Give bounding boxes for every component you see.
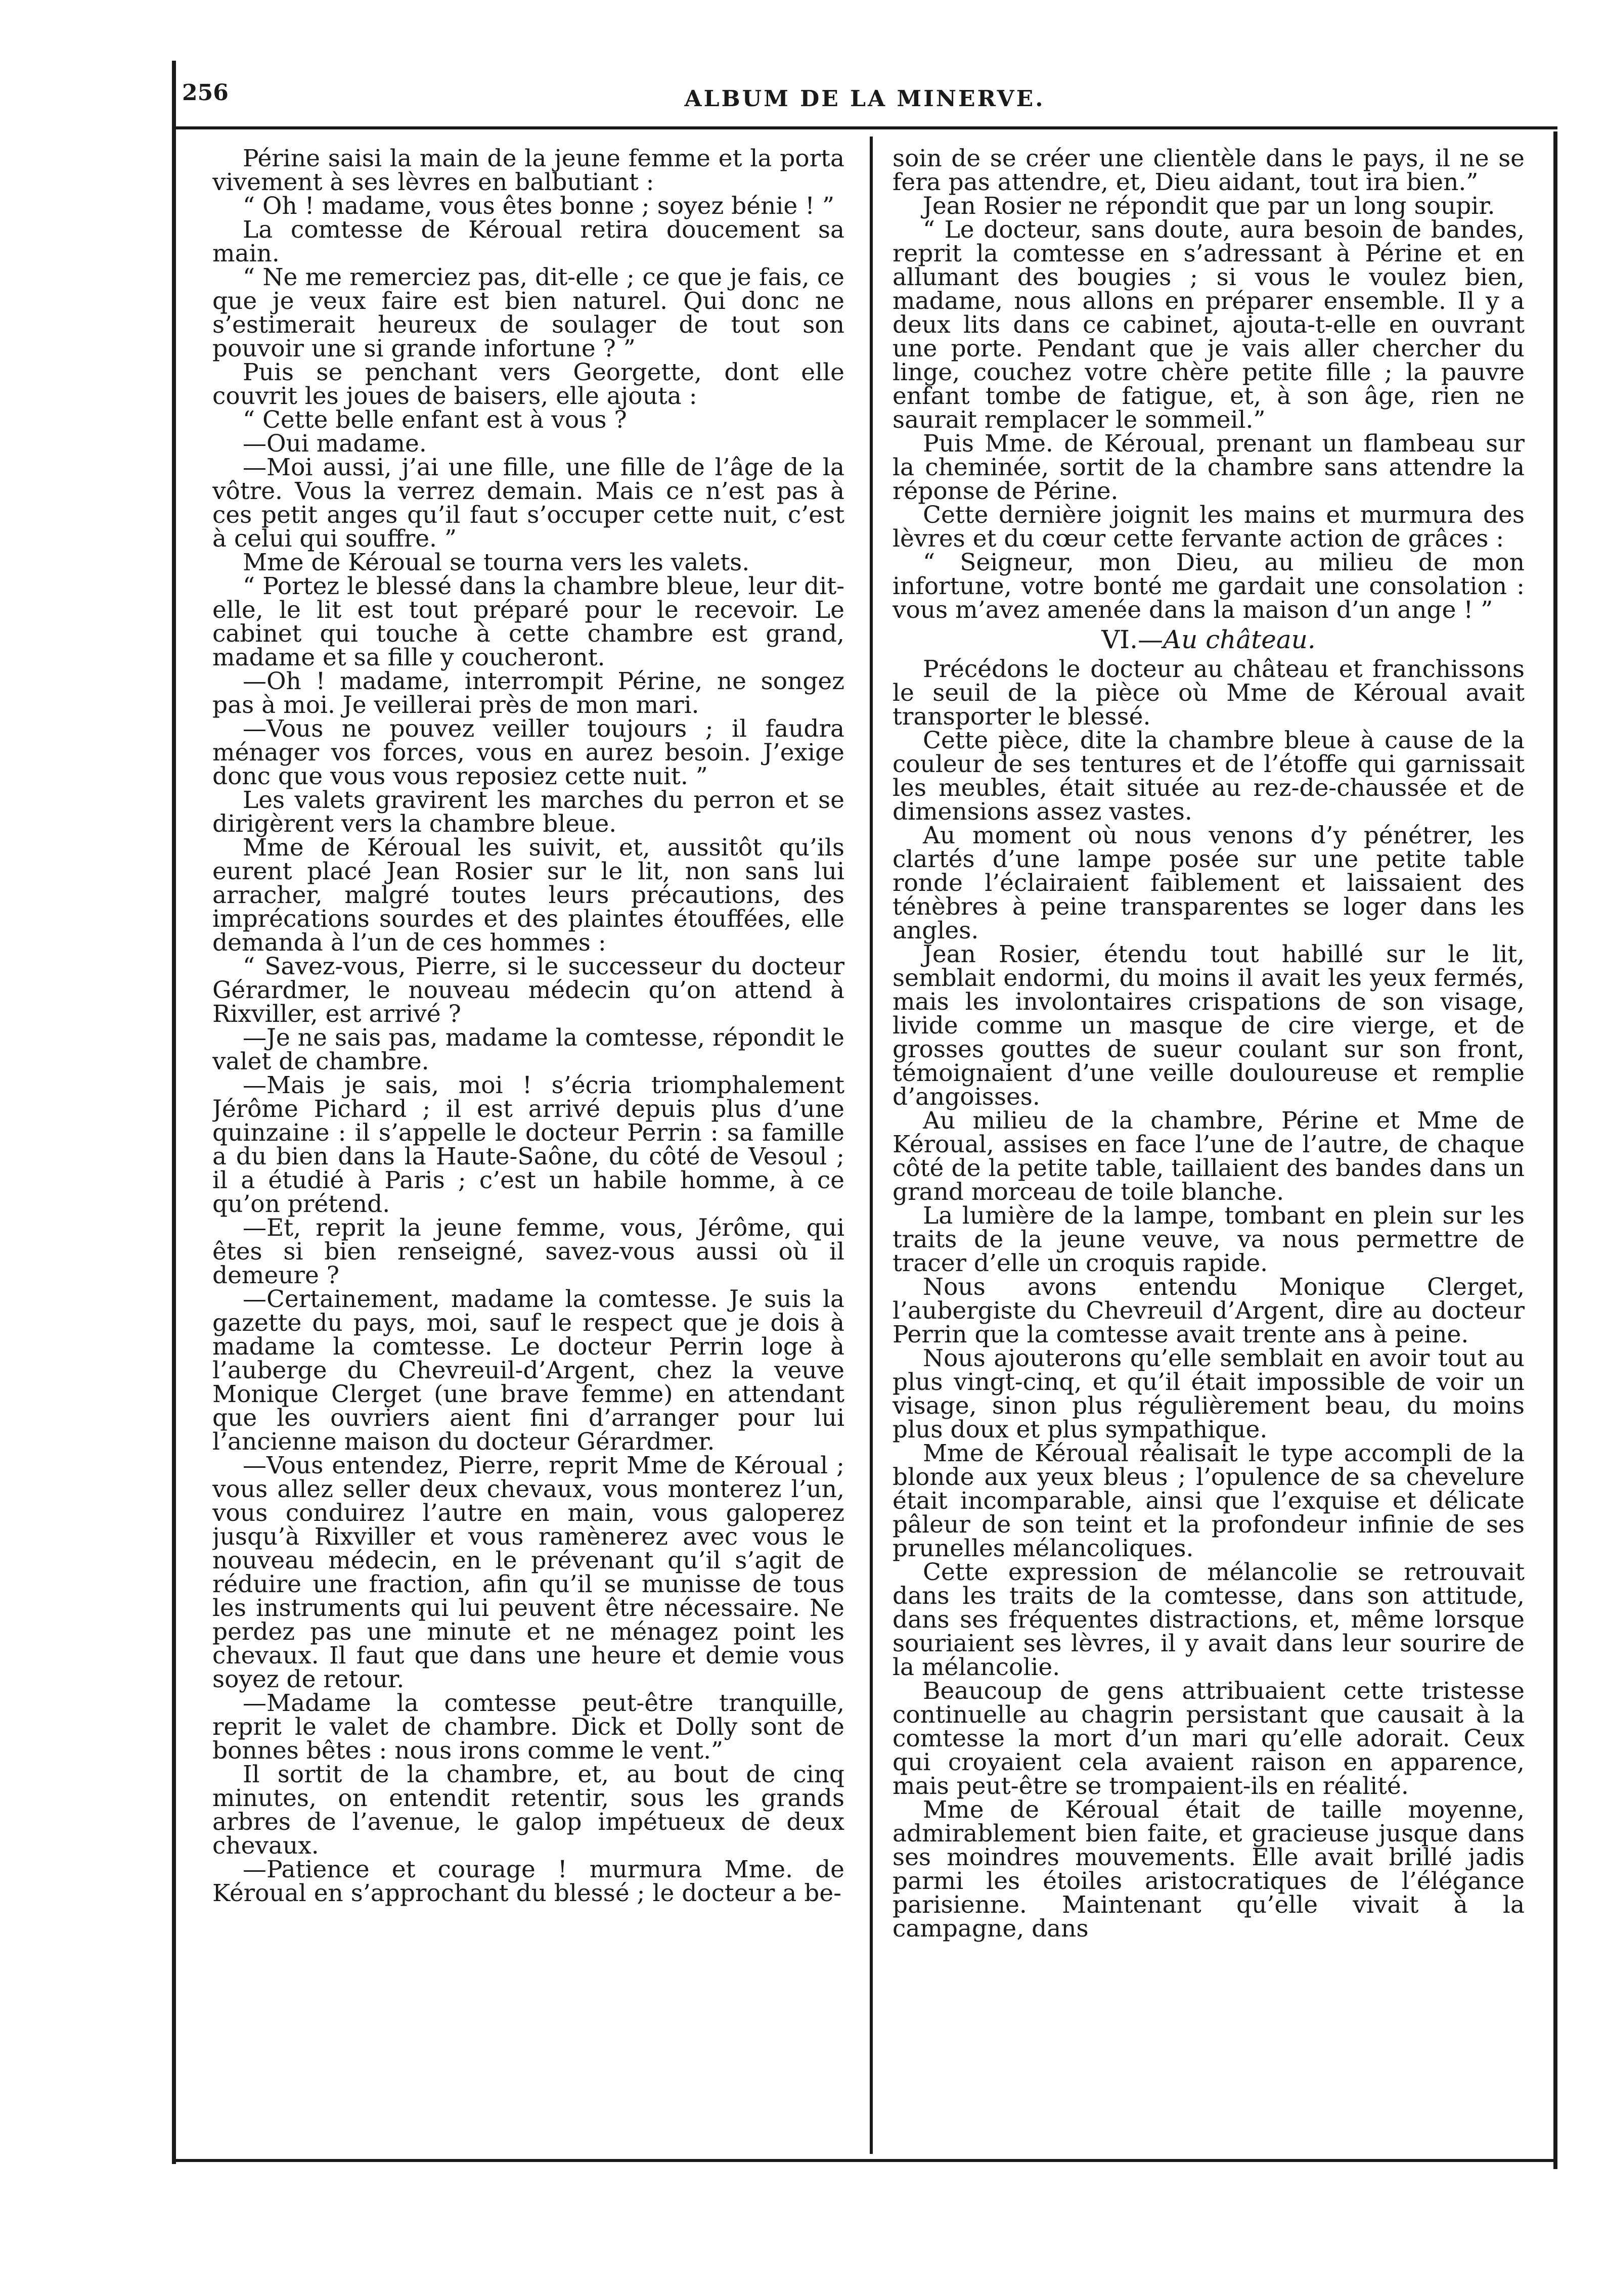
paragraph: —Mais je sais, moi ! s’écria triomphalement Jérôme Pichard ; il est arrivé depuis plus d’une quinzaine : il s’appelle le docteur Perrin : sa famille a du bien dans la Haute-Saône, du côté de Vesoul ; il a étudié à Paris ; c’est un habile homme, à ce qu’on prétend.	[212, 1071, 844, 1218]
paragraph: Mme de Kéroual réalisait le type accompli de la blonde aux yeux bleus ; l’opulence de sa chevelure était incomparable, ainsi que l’exquise et délicate pâleur de son teint et la profondeur infinie de ses prunelles mélancoliques.	[893, 1439, 1525, 1562]
paragraph: —Et, reprit la jeune femme, vous, Jérôme, qui êtes si bien renseigné, savez-vous aussi où il demeure ?	[212, 1214, 844, 1289]
paragraph: Cette dernière joignit les mains et murmura des lèvres et du cœur cette fervante action de grâces :	[893, 501, 1525, 553]
section-number: VI.—	[1101, 625, 1163, 654]
page-border-left	[172, 61, 176, 2164]
paragraph: Jean Rosier, étendu tout habillé sur le lit, semblait endormi, du moins il avait les yeux fermés, mais les involontaires crispations de son visage, livide comme un masque de cire vierge, et de grosses gouttes de sueur coulant sur son front, témoignaient d’une veille douloureuse et remplie d’angoisses.	[893, 940, 1525, 1111]
section-title: Au château.	[1163, 625, 1316, 654]
footer-rule	[172, 2159, 1557, 2162]
paragraph: Il sortit de la chambre, et, au bout de cinq minutes, on entendit retentir, sous les grands arbres de l’avenue, le galop impétueux de deux chevaux.	[212, 1761, 844, 1860]
page-border-right	[1553, 131, 1557, 2169]
paragraph: Nous ajouterons qu’elle semblait en avoir tout au plus vingt-cinq, et qu’il était impossible de voir un visage, sinon plus régulièrement beau, du moins plus doux et plus sympathique.	[893, 1344, 1525, 1444]
paragraph: Précédons le docteur au château et franchissons le seuil de la pièce où Mme de Kéroual avait transporter le blessé.	[893, 655, 1525, 731]
paragraph: “ Ne me remerciez pas, dit-elle ; ce que je fais, ce que je veux faire est bien naturel. Qui donc ne s’estimerait heureux de soulager de tout son pouvoir une si grande infortune ? ”	[212, 263, 844, 363]
paragraph: Cette expression de mélancolie se retrouvait dans les traits de la comtesse, dans son attitude, dans ses fréquentes distractions, et, même lorsque souriaient ses lèvres, il y avait dans leur sourire de la mélancolie.	[893, 1558, 1525, 1681]
paragraph: —Oh ! madame, interrompit Périne, ne songez pas à moi. Je veillerai près de mon mari.	[212, 667, 844, 719]
paragraph: “ Cette belle enfant est à vous ?	[243, 406, 627, 434]
paragraph: Les valets gravirent les marches du perron et se dirigèrent vers la chambre bleue.	[212, 786, 844, 838]
paragraph: —Certainement, madame la comtesse. Je suis la gazette du pays, moi, sauf le respect que je dois à madame la comtesse. Le docteur Perrin loge à l’auberge du Chevreuil-d’Argent, chez la veuve Monique Clerget (une brave femme) en attendant que les ouvriers aient fini d’arranger pour lui l’ancienne maison du docteur Gérardmer.	[212, 1285, 844, 1456]
header-rule	[172, 126, 1557, 129]
paragraph: Au moment où nous venons d’y pénétrer, les clartés d’une lampe posée sur une petite table ronde l’éclairaient faiblement et laissaient des ténèbres à peine transparentes se loger dans les angles.	[893, 822, 1525, 944]
paragraph: Puis Mme. de Kéroual, prenant un flambeau sur la cheminée, sortit de la chambre sans attendre la réponse de Périne.	[893, 430, 1525, 505]
paragraph: Mme de Kéroual était de taille moyenne, admirablement bien faite, et gracieuse jusque dans ses moindres mouvements. Elle avait brillé jadis parmi les étoiles aristocratiques de l’élégance parisienne. Maintenant qu’elle vivait à la campagne, dans	[893, 1796, 1525, 1943]
paragraph: Au milieu de la chambre, Périne et Mme de Kéroual, assises en face l’une de l’autre, de chaque côté de la petite table, taillaient des bandes dans un grand morceau de toile blanche.	[893, 1107, 1525, 1206]
right-column	[893, 147, 1525, 2149]
paragraph-continuation: soin de se créer une clientèle dans le pays, il ne se fera pas attendre, et, Dieu aidant, tout ira bien.”	[893, 147, 1525, 196]
paragraph: “ Le docteur, sans doute, aura besoin de bandes, reprit la comtesse en s’adressant à Périne et en allumant des bougies ; si vous le voulez bien, madame, nous allons en préparer ensemble. Il y a deux lits dans ce cabinet, ajouta-t-elle en ouvrant une porte. Pendant que je vais aller chercher du linge, couchez votre chère petite fille ; la pauvre enfant tombe de fatigue, et, à son âge, rien ne saurait remplacer le sommeil.”	[893, 216, 1525, 434]
paragraph: “ Savez-vous, Pierre, si le successeur du docteur Gérardmer, le nouveau médecin qu’on attend à Rixviller, est arrivé ?	[212, 953, 844, 1028]
paragraph: Périne saisi la main de la jeune femme et la porta vivement à ses lèvres en balbutiant :	[212, 147, 844, 196]
paragraph: —Oui madame.	[243, 430, 427, 458]
paragraph: La lumière de la lampe, tombant en plein sur les traits de la jeune veuve, va nous permettre de tracer d’elle un croquis rapide.	[893, 1202, 1525, 1277]
paragraph: “ Seigneur, mon Dieu, au milieu de mon infortune, votre bonté me gardait une consolation : vous m’avez amenée dans la maison d’un ange ! ”	[893, 549, 1525, 624]
paragraph: “ Oh ! madame, vous êtes bonne ; soyez bénie ! ”	[243, 192, 834, 220]
paragraph: Jean Rosier ne répondit que par un long soupir.	[923, 192, 1495, 220]
left-column	[212, 147, 844, 2149]
page-number: 256	[182, 80, 229, 106]
paragraph: La comtesse de Kéroual retira doucement sa main.	[212, 216, 844, 267]
paragraph: —Moi aussi, j’ai une fille, une fille de l’âge de la vôtre. Vous la verrez demain. Mais ce n’est pas à ces petit anges qu’il faut s’occuper cette nuit, c’est à celui qui souffre. ”	[212, 454, 844, 553]
paragraph: —Vous ne pouvez veiller toujours ; il faudra ménager vos forces, vous en aurez besoin. J’exige donc que vous vous reposiez cette nuit. ”	[212, 715, 844, 790]
paragraph: —Vous entendez, Pierre, reprit Mme de Kéroual ; vous allez seller deux chevaux, vous monterez l’un, vous conduirez l’autre en main, vous galoperez jusqu’à Rixviller et vous ramènerez avec vous le nouveau médecin, en le prévenant qu’il s’agit de réduire une fraction, afin qu’il se munisse de tous les instruments qui lui peuvent être nécessaire. Ne perdez pas une minute et ne ménagez point les chevaux. Il faut que dans une heure et demie vous soyez de retour.	[212, 1452, 844, 1693]
paragraph: —Madame la comtesse peut-être tranquille, reprit le valet de chambre. Dick et Dolly sont de bonnes bêtes : nous irons comme le vent.”	[212, 1689, 844, 1765]
paragraph: Beaucoup de gens attribuaient cette tristesse continuelle au chagrin persistant que causait à la comtesse la mort d’un mari qu’elle adorait. Ceux qui croyaient cela avaient raison en apparence, mais peut-être se trompaient-ils en réalité.	[893, 1677, 1525, 1800]
right-column-before-heading	[893, 194, 1525, 622]
paragraph: Mme de Kéroual les suivit, et, aussitôt qu’ils eurent placé Jean Rosier sur le lit, non sans lui arracher, malgré toutes leurs précautions, des imprécations sourdes et des plaintes étouffées, elle demanda à l’un de ces hommes :	[212, 834, 844, 957]
running-title: ALBUM DE LA MINERVE.	[684, 86, 1045, 112]
paragraph: “ Portez le blessé dans la chambre bleue, leur dit-elle, le lit est tout préparé pour le recevoir. Le cabinet qui touche à cette chambre est grand, madame et sa fille y coucheront.	[212, 572, 844, 671]
paragraph: Puis se penchant vers Georgette, dont elle couvrit les joues de baisers, elle ajouta :	[212, 358, 844, 410]
paragraph: —Je ne sais pas, madame la comtesse, répondit le valet de chambre.	[212, 1024, 844, 1075]
paragraph: —Patience et courage ! murmura Mme. de Kéroual en s’approchant du blessé ; le docteur a be-	[212, 1856, 844, 1907]
column-divider	[870, 137, 873, 2154]
paragraph: Cette pièce, dite la chambre bleue à cause de la couleur de ses tentures et de l’étoffe qui garnissait les meubles, était située au rez-de-chaussée et de dimensions assez vastes.	[893, 727, 1525, 826]
paragraph: Nous avons entendu Monique Clerget, l’aubergiste du Chevreuil d’Argent, dire au docteur Perrin que la comtesse avait trente ans à peine.	[893, 1273, 1525, 1348]
page-header	[182, 71, 1547, 121]
newspaper-page	[172, 51, 1557, 2164]
right-column-after-heading	[893, 657, 1525, 1941]
section-heading	[893, 627, 1525, 652]
paragraph: Mme de Kéroual se tourna vers les valets.	[243, 549, 750, 576]
